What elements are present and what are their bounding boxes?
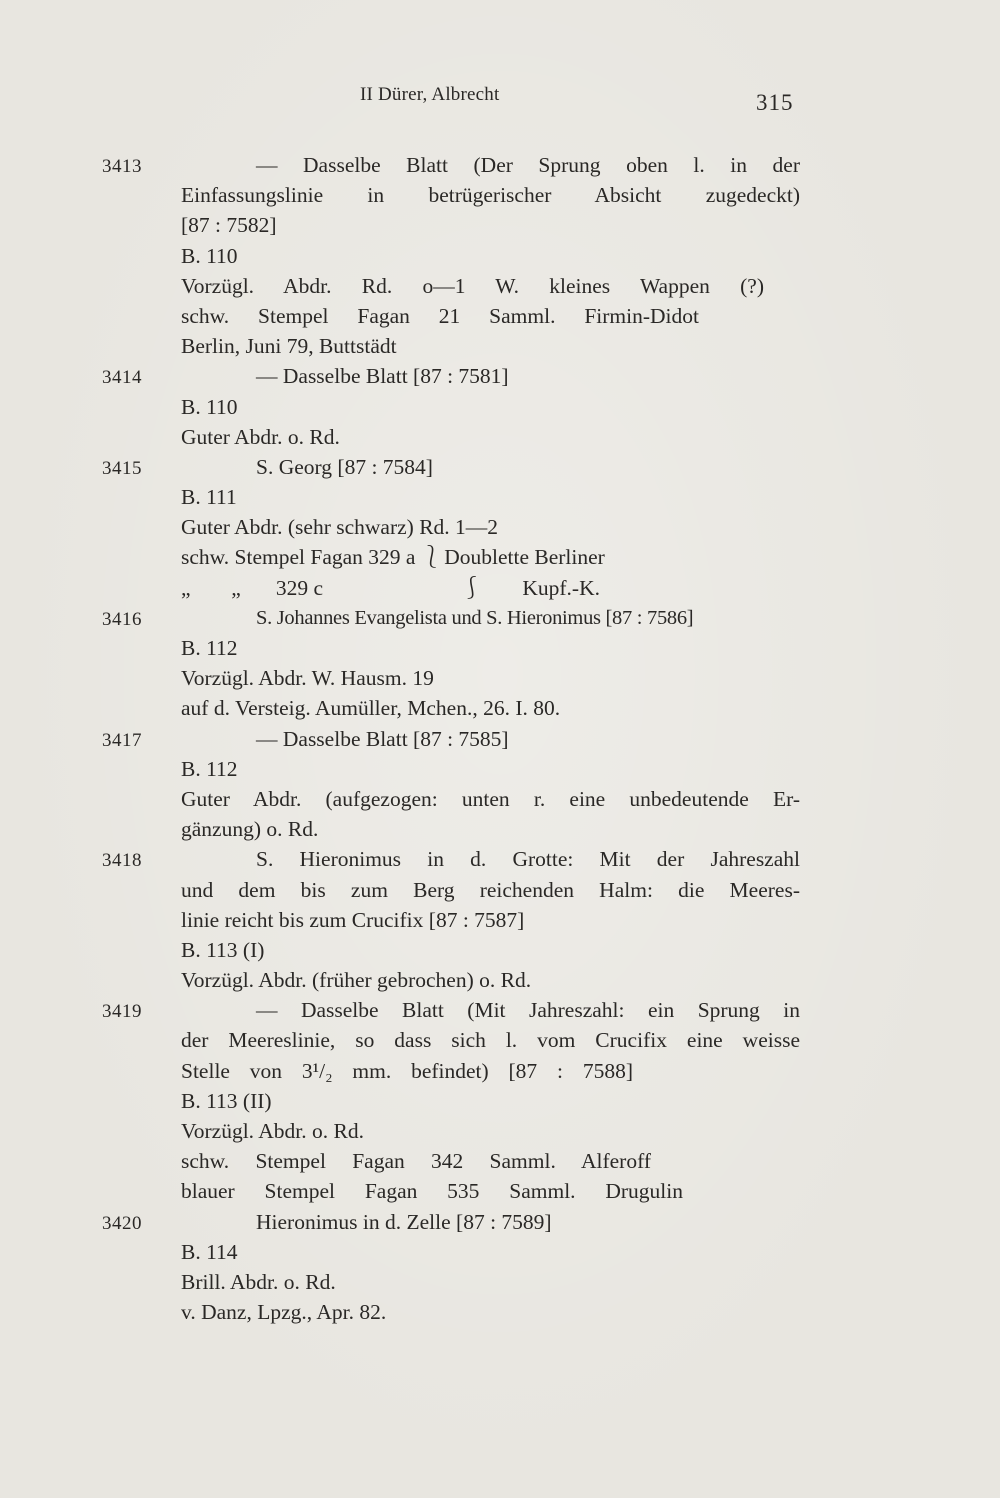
entry-text-line: Guter Abdr. (aufgezogen: unten r. eine unbedeutende Er- <box>181 786 800 811</box>
entry-number: 3418 <box>102 850 142 872</box>
entry-number: 3417 <box>102 729 142 751</box>
entry-text-line: auf d. Versteig. Aumüller, Mchen., 26. I. 80. <box>181 696 561 721</box>
entry-text-line: gänzung) o. Rd. <box>181 817 319 842</box>
entry-text-line: v. Danz, Lpzg., Apr. 82. <box>181 1300 387 1325</box>
entry-text-line: Vorzügl. Abdr. W. Hausm. 19 <box>181 666 434 691</box>
entry-title-line: S. Hieronimus in d. Grotte: Mit der Jahreszahl <box>256 847 800 872</box>
entry-number: 3414 <box>102 367 142 389</box>
entry-text-line: Vorzügl. Abdr. Rd. o—1 W. kleines Wappen (?) <box>181 273 764 298</box>
entry-text-line: B. 110 <box>181 394 238 419</box>
stamp-note: Doublette Berliner <box>444 545 605 570</box>
entry-text-line: B. 113 (I) <box>181 937 265 962</box>
entry-text-line: B. 110 <box>181 243 238 268</box>
entry-text-line: Brill. Abdr. o. Rd. <box>181 1269 336 1294</box>
ditto-mark: „ <box>181 575 191 600</box>
entry-text-line: Vorzügl. Abdr. (früher gebrochen) o. Rd. <box>181 968 532 993</box>
entry-title-line: S. Georg [87 : 7584] <box>256 454 433 479</box>
entry-text-line: blauer Stempel Fagan 535 Samml. Drugulin <box>181 1179 683 1204</box>
entry-text-line: linie reicht bis zum Crucifix [87 : 7587] <box>181 907 525 932</box>
page-number: 315 <box>756 90 794 115</box>
entry-text-line: B. 114 <box>181 1239 238 1264</box>
entry-title-line: Hieronimus in d. Zelle [87 : 7589] <box>256 1209 552 1234</box>
entry-text-line: der Meereslinie, so dass sich l. vom Crucifix eine weisse <box>181 1028 800 1053</box>
entry-text-line: Guter Abdr. (sehr schwarz) Rd. 1—2 <box>181 515 499 540</box>
entry-text-line: B. 112 <box>181 636 238 660</box>
entry-text-line: und dem bis zum Berg reichenden Halm: die Meeres- <box>181 877 800 902</box>
entry-text-line: B. 111 <box>181 485 237 510</box>
entry-text-line: Einfassungslinie in betrügerischer Absicht zugedeckt) <box>181 183 800 208</box>
entry-text-line: schw. Stempel Fagan 21 Samml. Firmin-Didot <box>181 303 699 328</box>
entry-text-line: schw. Stempel Fagan 342 Samml. Alferoff <box>181 1149 651 1174</box>
stamp-line <box>181 573 1000 603</box>
stamp-text: schw. Stempel Fagan 329 a <box>181 545 416 570</box>
entry-title-line: S. Johannes Evangelista und S. Hieronimus [87 : 7586] <box>256 606 694 629</box>
catalogue-entry <box>0 603 1000 724</box>
entry-title-line: — Dasselbe Blatt [87 : 7585] <box>256 726 509 751</box>
catalogue-entries <box>0 150 1000 1327</box>
running-title: II Dürer, Albrecht <box>360 84 500 105</box>
entry-title-line: — Dasselbe Blatt (Der Sprung oben l. in der <box>256 153 800 177</box>
catalogue-entry <box>0 452 1000 603</box>
entry-number: 3415 <box>102 457 142 479</box>
entry-text-line: Vorzügl. Abdr. o. Rd. <box>181 1119 364 1143</box>
catalogue-entry <box>0 1207 1000 1328</box>
entry-number: 3420 <box>102 1212 142 1234</box>
catalogue-entry <box>0 150 1000 361</box>
entry-text-line: Berlin, Juni 79, Buttstädt <box>181 334 397 359</box>
catalogue-entry <box>0 995 1000 1206</box>
entry-text-line: B. 113 (II) <box>181 1088 272 1113</box>
stamp-line <box>181 542 1000 572</box>
brace-mark: ⎰ <box>461 575 483 600</box>
entry-number: 3413 <box>102 156 142 177</box>
entry-number: 3419 <box>102 1001 142 1023</box>
catalogue-entry <box>0 724 1000 845</box>
brace-mark: ⎱ <box>420 545 443 570</box>
page-header <box>0 84 1000 114</box>
entry-text-line: Guter Abdr. o. Rd. <box>181 424 340 449</box>
catalogue-entry <box>0 361 1000 452</box>
entry-text-line: Stelle von 3¹/₂ mm. befindet) [87 : 7588] <box>181 1058 633 1083</box>
entry-text-line: [87 : 7582] <box>181 213 277 238</box>
stamp-value: 329 c <box>275 575 323 600</box>
entry-title-line: — Dasselbe Blatt [87 : 7581] <box>256 364 509 389</box>
ditto-mark: „ <box>231 575 241 600</box>
catalogue-entry <box>0 844 1000 995</box>
entry-number: 3416 <box>102 608 142 630</box>
entry-title-line: — Dasselbe Blatt (Mit Jahreszahl: ein Sprung in <box>256 998 800 1023</box>
stamp-note: Kupf.-K. <box>522 575 600 600</box>
entry-text-line: B. 112 <box>181 756 238 781</box>
